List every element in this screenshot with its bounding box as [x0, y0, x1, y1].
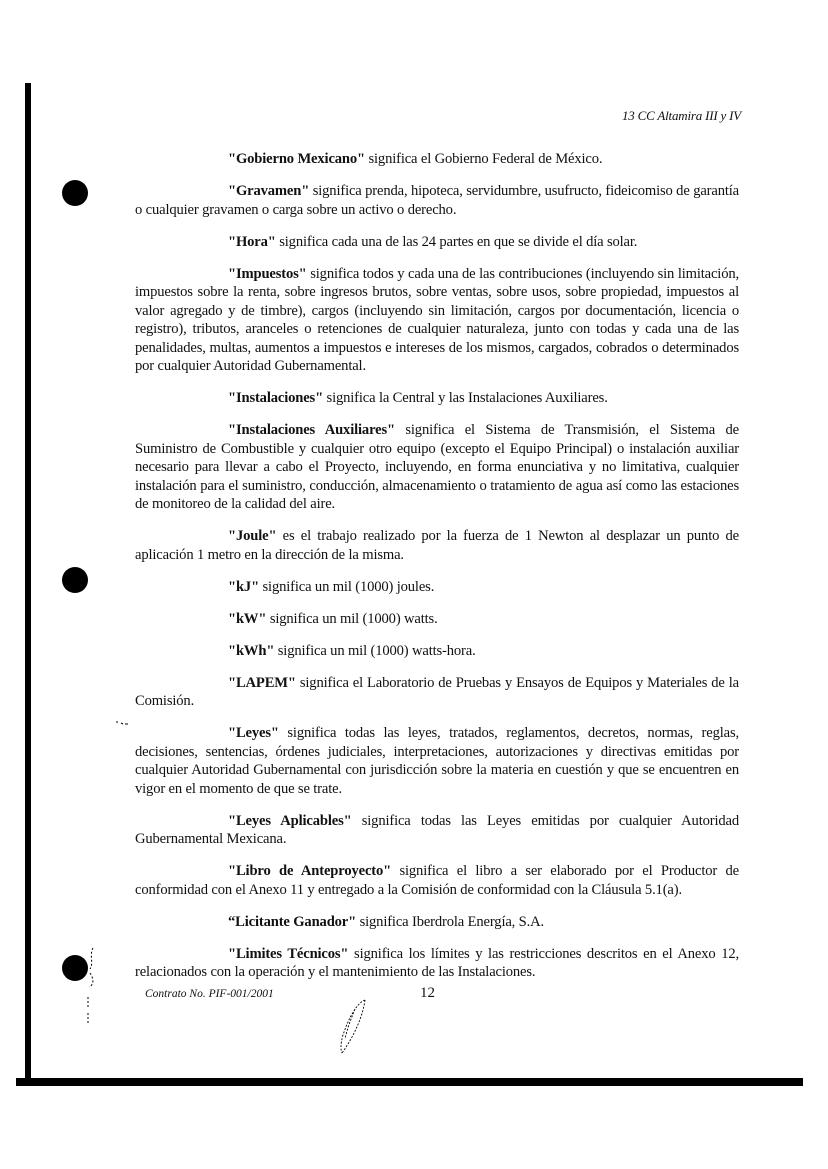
definition-term: "Impuestos" [228, 265, 307, 282]
definition-paragraph [135, 945, 739, 982]
definition-term: "kJ" [228, 578, 260, 595]
scan-border-bottom [16, 1078, 803, 1086]
definition-paragraph [135, 182, 739, 219]
document-reference-header: 13 CC Altamira III y IV [621, 108, 741, 123]
definition-text: significa el Sistema de Transmisión, el Sistema de Suministro de Combustible y cualquier otro equipo (excepto el Equipo Principal) o instalación auxiliar necesario para llevar a cabo el Proyecto, incluyendo, en forma enunciativa y no limitativa, cualquier instalación para el suministro, conducción, almacenamiento o tratamiento de agua así como las estaciones de monitoreo de la calidad del aire. [135, 422, 739, 512]
definition-text: significa cada una de las 24 partes en que se divide el día solar. [275, 233, 638, 250]
definition-term: “Licitante Ganador" [228, 913, 357, 930]
definition-text: significa todas las leyes, tratados, reglamentos, decretos, normas, reglas, decisiones, sentencias, órdenes judiciales, interpretaciones, autorizaciones y directivas emitidas por cualquier Autoridad Gubernamental con jurisdicción sobre la materia en cuestión y que se encuentren en vigor en el momento de que se trate. [135, 725, 739, 797]
definition-text: significa un mil (1000) watts-hora. [274, 642, 476, 659]
definition-term: "kWh" [228, 642, 275, 659]
contract-number-footer: Contrato No. PIF-001/2001 [145, 988, 274, 1000]
definition-paragraph [135, 674, 739, 711]
definition-term: "Limites Técnicos" [228, 945, 349, 962]
definition-term: "Instalaciones Auxiliares" [228, 422, 395, 438]
definition-paragraph [135, 578, 739, 597]
definition-term: "Leyes Aplicables" [228, 812, 352, 829]
definition-text: significa el Laboratorio de Pruebas y Ensayos de Equipos y Materiales de la Comisión. [135, 674, 739, 709]
definition-term: "Leyes" [228, 725, 279, 741]
definition-paragraph [135, 610, 739, 629]
punch-hole-icon [62, 567, 88, 593]
definition-term: "Hora" [228, 233, 276, 250]
definitions-body [135, 150, 739, 982]
definition-term: "Gravamen" [228, 183, 310, 199]
scan-border-left [25, 83, 31, 1085]
definition-text: significa un mil (1000) watts. [266, 610, 438, 627]
definition-paragraph [135, 642, 739, 661]
signature-initials-icon [335, 995, 375, 1055]
definition-paragraph [135, 812, 739, 849]
definition-paragraph [135, 724, 739, 798]
definition-paragraph [135, 421, 739, 514]
definition-text: significa todos y cada una de las contribuciones (incluyendo sin limitación, impuestos sobre la renta, sobre ingresos brutos, sobre ventas, sobre usos, sobre propiedad, impuestos al valor agregado y de timbre), cargos (incluyendo sin limitación, cargos por documentación, licencia o registro), tributos, aranceles o retenciones de cualquier naturaleza, junto con todas y cada una de las penalidades, multas, aumentos a impuestos e intereses de los mismos, cargados, cobrados o determinados por cualquier Autoridad Gubernamental. [135, 265, 739, 374]
definition-text: significa todas las Leyes emitidas por cualquier Autoridad Gubernamental Mexicana. [135, 812, 739, 847]
definition-paragraph [135, 150, 739, 169]
definition-text: significa un mil (1000) joules. [259, 578, 435, 595]
definition-text: significa Iberdrola Energía, S.A. [356, 913, 545, 930]
definition-text: significa el Gobierno Federal de México. [364, 151, 603, 167]
definition-text: significa los límites y las restricciones descritos en el Anexo 12, relacionados con la operación y el mantenimiento de las Instalaciones. [135, 945, 739, 980]
definition-term: "Libro de Anteproyecto" [228, 863, 392, 879]
scan-speck-icon [115, 718, 135, 728]
definition-term: "LAPEM" [228, 674, 296, 691]
definition-paragraph [135, 862, 739, 899]
definition-text: significa la Central y las Instalaciones Auxiliares. [323, 390, 608, 406]
definition-term: "Joule" [228, 528, 277, 544]
definition-paragraph [135, 389, 739, 408]
page-number: 12 [420, 985, 435, 1001]
definition-term: "Instalaciones" [228, 390, 324, 406]
punch-hole-icon [62, 180, 88, 206]
definition-paragraph [135, 913, 739, 932]
definition-term: "Gobierno Mexicano" [228, 151, 365, 167]
definition-term: "kW" [228, 610, 267, 627]
definition-text: es el trabajo realizado por la fuerza de 1 Newton al desplazar un punto de aplicación 1 metro en la dirección de la misma. [135, 528, 739, 563]
definition-paragraph [135, 265, 739, 376]
definition-text: significa el libro a ser elaborado por el Productor de conformidad con el Anexo 11 y entregado a la Comisión de conformidad con la Cláusula 5.1(a). [135, 863, 739, 898]
definition-paragraph [135, 233, 739, 252]
definition-paragraph [135, 527, 739, 564]
definition-text: significa prenda, hipoteca, servidumbre, usufructo, fideicomiso de garantía o cualquier gravamen o carga sobre un activo o derecho. [135, 183, 739, 218]
margin-bracket-mark-icon [80, 945, 100, 1030]
